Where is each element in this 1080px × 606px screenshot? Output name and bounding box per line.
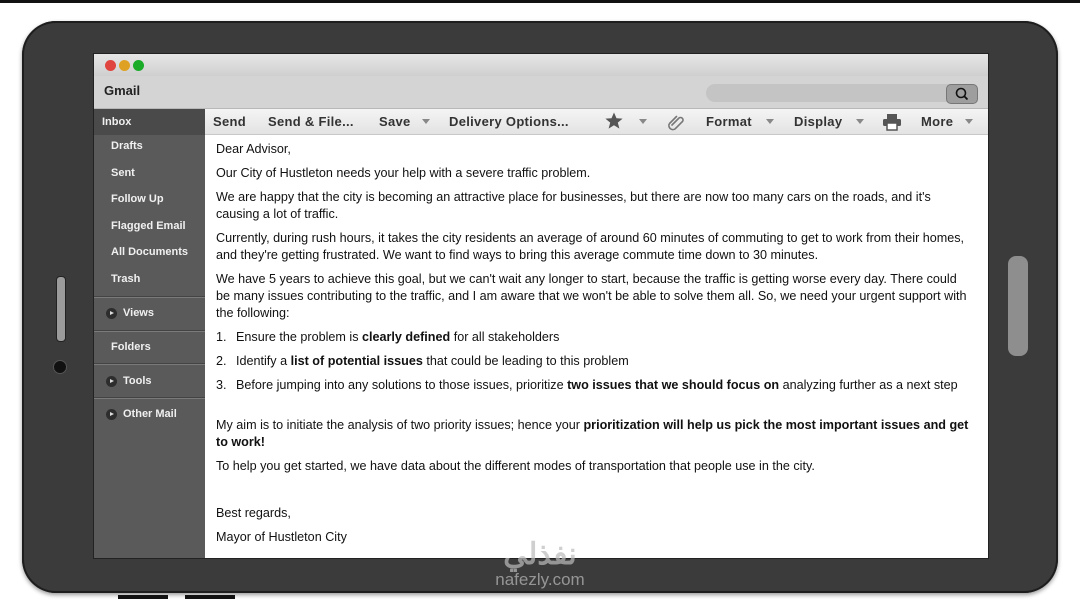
tablet-home-button <box>1008 256 1028 356</box>
sidebar-item-label: Views <box>123 307 154 319</box>
list-number: 3. <box>216 378 227 392</box>
search-icon <box>947 85 977 103</box>
sidebar-item-label: All Documents <box>111 246 189 258</box>
email-body[interactable] <box>205 135 977 558</box>
chevron-down-icon[interactable] <box>639 119 647 124</box>
list-text: for all stakeholders <box>450 330 560 344</box>
app-screen <box>93 53 989 559</box>
list-emphasis: two issues that we should focus on <box>567 378 780 392</box>
email-paragraph <box>216 417 971 451</box>
sidebar-item-inbox[interactable] <box>94 109 205 135</box>
chevron-down-icon[interactable] <box>422 119 430 124</box>
chevron-down-icon[interactable] <box>965 119 973 124</box>
email-closing: Best regards, <box>216 506 291 520</box>
email-text: My aim is to initiate the analysis of two priority issues; hence your <box>216 418 584 432</box>
expand-arrow-icon <box>106 308 117 319</box>
top-border <box>0 0 1080 3</box>
window-titlebar <box>94 54 988 76</box>
sidebar-divider <box>94 330 205 332</box>
compose-toolbar <box>205 109 988 135</box>
sidebar-item-label: Inbox <box>102 116 132 128</box>
email-greeting: Dear Advisor, <box>216 142 291 156</box>
list-text: that could be leading to this problem <box>422 354 629 368</box>
email-paragraph: We have 5 years to achieve this goal, but we can't wait any longer to start, because the traffic is getting worse every day. There could be many issues contributing to the traffic, and I am aware that we won't be able to solve them all. So, we need your urgent support with the following: <box>216 272 967 320</box>
search-button[interactable] <box>946 84 978 104</box>
sidebar-divider <box>94 363 205 365</box>
star-icon[interactable] <box>604 111 624 136</box>
list-text: Ensure the problem is <box>236 330 362 344</box>
bottom-mark <box>118 595 168 599</box>
save-button[interactable]: Save <box>379 114 411 129</box>
search-input[interactable] <box>706 84 978 102</box>
sidebar-item-label: Follow Up <box>111 193 164 205</box>
paperclip-icon[interactable] <box>666 112 686 137</box>
chevron-down-icon[interactable] <box>766 119 774 124</box>
email-paragraph: We are happy that the city is becoming an attractive place for businesses, but there are now too many cars on the roads, and it's causing a lot of traffic. <box>216 190 931 221</box>
list-emphasis: list of potential issues <box>290 354 423 368</box>
sidebar <box>94 109 205 558</box>
format-button[interactable]: Format <box>706 114 752 129</box>
sidebar-item-label: Other Mail <box>123 408 177 420</box>
sidebar-item-label: Flagged Email <box>111 220 186 232</box>
sidebar-item-label: Trash <box>111 273 141 285</box>
sidebar-item-label: Folders <box>111 341 151 353</box>
list-text: Identify a <box>236 354 291 368</box>
bottom-mark <box>185 595 235 599</box>
sidebar-item-label: Sent <box>111 167 135 179</box>
minimize-window-icon[interactable] <box>119 60 130 71</box>
list-emphasis: clearly defined <box>362 330 451 344</box>
list-text: analyzing further as a next step <box>779 378 958 392</box>
chevron-down-icon[interactable] <box>856 119 864 124</box>
more-button[interactable]: More <box>921 114 954 129</box>
watermark-arabic: نفذلي <box>503 538 577 571</box>
delivery-options-button[interactable]: Delivery Options... <box>449 114 569 129</box>
sidebar-item-label: Tools <box>123 375 152 387</box>
email-signature: Mayor of Hustleton City <box>216 530 347 544</box>
list-number: 2. <box>216 354 227 368</box>
tablet-side-button <box>56 276 66 342</box>
list-text: Before jumping into any solutions to those issues, prioritize <box>236 378 568 392</box>
expand-arrow-icon <box>106 376 117 387</box>
printer-icon[interactable] <box>881 112 903 137</box>
maximize-window-icon[interactable] <box>133 60 144 71</box>
watermark-logo <box>470 540 610 600</box>
sidebar-divider <box>94 397 205 399</box>
expand-arrow-icon <box>106 409 117 420</box>
email-paragraph: To help you get started, we have data about the different modes of transportation that people use in the city. <box>216 459 815 473</box>
sidebar-item-label: Drafts <box>111 140 143 152</box>
close-window-icon[interactable] <box>105 60 116 71</box>
send-and-file-button[interactable]: Send & File... <box>268 114 354 129</box>
app-header <box>94 76 988 109</box>
camera-icon <box>53 360 67 374</box>
display-button[interactable]: Display <box>794 114 843 129</box>
watermark-url: nafezly.com <box>495 570 585 589</box>
send-button[interactable]: Send <box>213 114 246 129</box>
email-emphasis: prioritization will help us pick the most important issues and get to work! <box>216 418 969 449</box>
email-paragraph: Our City of Hustleton needs your help with a severe traffic problem. <box>216 166 591 180</box>
list-number: 1. <box>216 330 227 344</box>
email-paragraph: Currently, during rush hours, it takes the city residents an average of around 60 minutes of commuting to get to work from their homes, and they're getting frustrated. We want to find ways to bring this average commute time down to 30 minutes. <box>216 231 965 262</box>
sidebar-divider <box>94 296 205 298</box>
app-title: Gmail <box>104 83 141 98</box>
